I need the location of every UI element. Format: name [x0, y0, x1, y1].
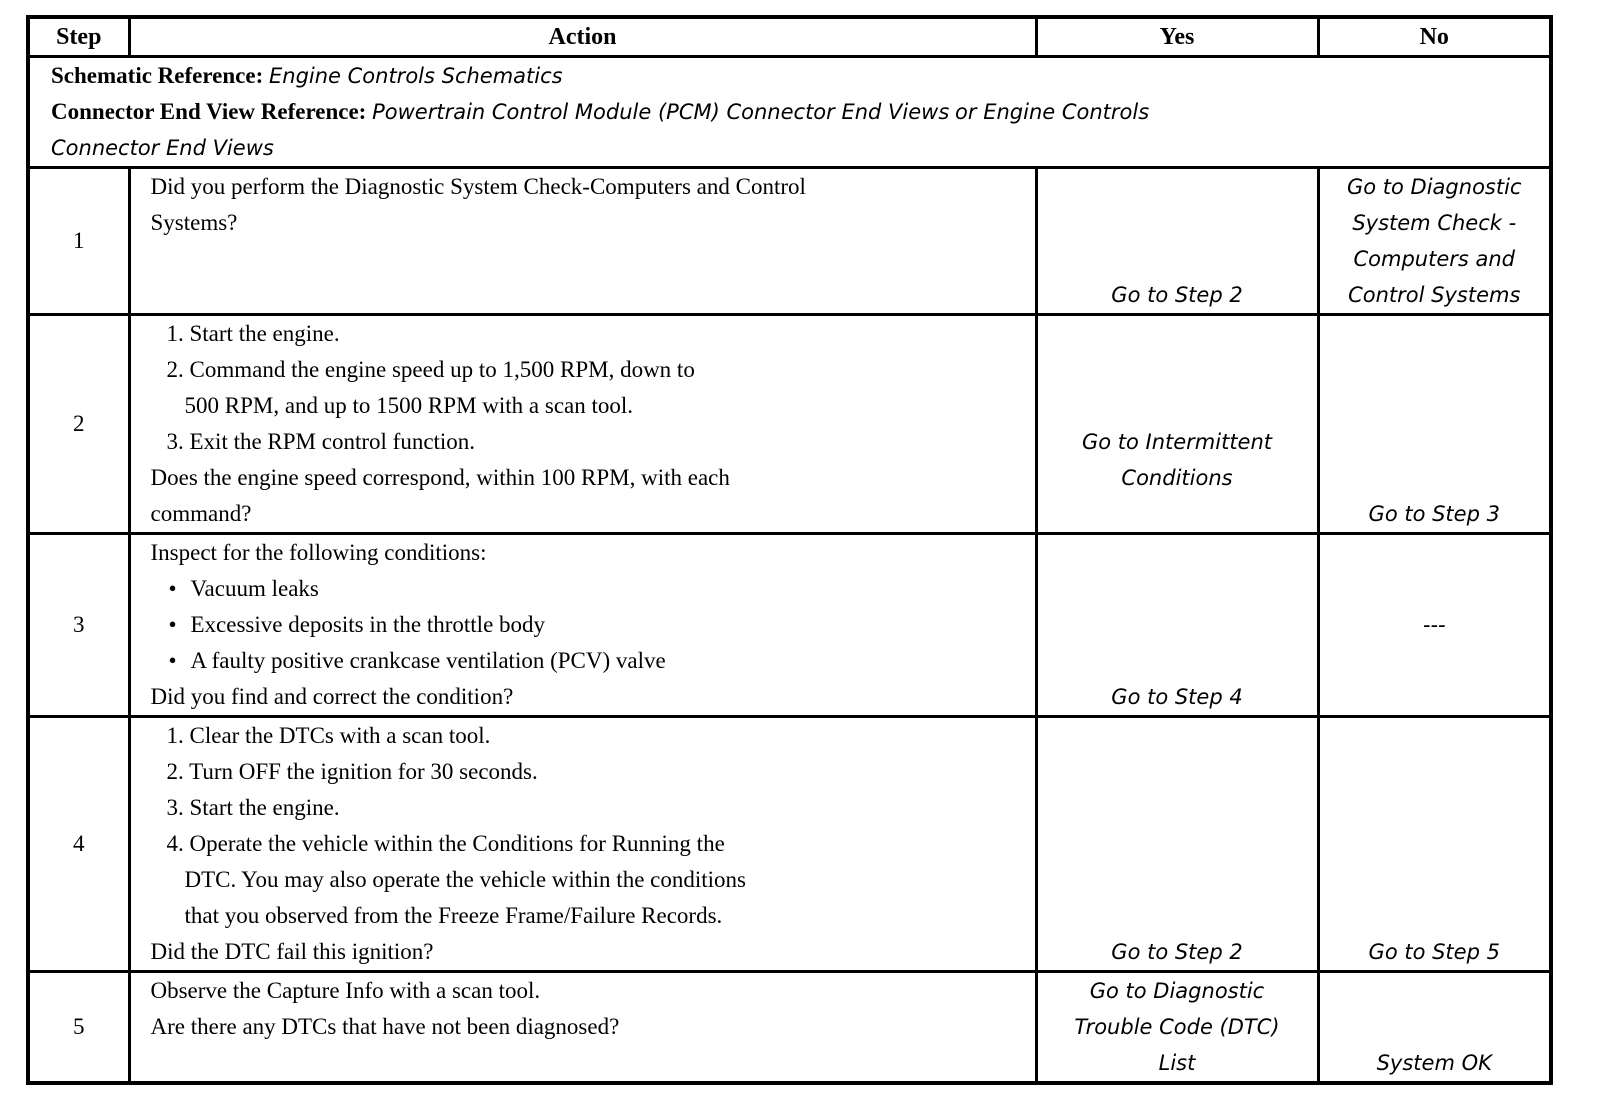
- connector-reference: [51, 94, 1549, 130]
- numbered-item-continuation: DTC. You may also operate the vehicle within the conditions: [184, 867, 746, 892]
- yes-link[interactable]: Go to Intermittent: [1081, 430, 1273, 454]
- bullet-text: Excessive deposits in the throttle body: [190, 612, 546, 637]
- step-yes-result: [1036, 717, 1318, 972]
- step-no-result: [1318, 168, 1551, 315]
- no-result-none: ---: [1422, 613, 1446, 637]
- bullet-text: A faulty positive crankcase ventilation (PCV) valve: [190, 648, 666, 673]
- step-no-result: [1318, 972, 1551, 1084]
- step-row-4: [28, 717, 1551, 972]
- numbered-item: 4. Operate the vehicle within the Conditions for Running the: [166, 831, 725, 856]
- connector-reference-label: Connector End View Reference:: [51, 99, 367, 124]
- numbered-item-continuation: 500 RPM, and up to 1500 RPM with a scan tool.: [184, 393, 634, 418]
- schematic-reference-link[interactable]: Engine Controls Schematics: [268, 64, 563, 88]
- yes-link[interactable]: Go to Step 2: [1111, 283, 1243, 307]
- step-action: [129, 534, 1036, 717]
- yes-link[interactable]: Trouble Code (DTC): [1074, 1015, 1280, 1039]
- numbered-item: 3. Exit the RPM control function.: [166, 429, 476, 454]
- step-action: [129, 717, 1036, 972]
- yes-link[interactable]: List: [1158, 1051, 1196, 1075]
- numbered-item: 3. Start the engine.: [166, 795, 340, 820]
- connector-reference-or: or Engine Controls: [955, 100, 1150, 124]
- no-link[interactable]: Computers and: [1353, 247, 1516, 271]
- step-yes-result: [1036, 315, 1318, 534]
- schematic-reference: [51, 58, 1549, 94]
- step-action: [129, 315, 1036, 534]
- action-line: Are there any DTCs that have not been diagnosed?: [150, 1014, 620, 1039]
- step-yes-result: [1036, 972, 1318, 1084]
- header-yes: Yes: [1036, 17, 1318, 57]
- no-link[interactable]: System OK: [1376, 1051, 1492, 1075]
- numbered-item: 2. Turn OFF the ignition for 30 seconds.: [166, 759, 538, 784]
- step-row-1: [28, 168, 1551, 315]
- step-action: [129, 972, 1036, 1084]
- no-link[interactable]: Control Systems: [1348, 283, 1521, 307]
- bullet-item: [151, 607, 1029, 643]
- step-no-result: [1318, 315, 1551, 534]
- step-number: 5: [28, 972, 129, 1084]
- step-yes-result: [1036, 168, 1318, 315]
- header-action: Action: [129, 17, 1036, 57]
- action-question: command?: [150, 501, 252, 526]
- header-row: [28, 17, 1551, 57]
- numbered-item: 1. Clear the DTCs with a scan tool.: [166, 723, 491, 748]
- numbered-item-continuation: that you observed from the Freeze Frame/Failure Records.: [184, 903, 723, 928]
- step-yes-result: [1036, 534, 1318, 717]
- step-number: 1: [28, 168, 129, 315]
- connector-reference-link-pcm[interactable]: Powertrain Control Module (PCM) Connector End Views: [372, 100, 950, 124]
- step-row-3: [28, 534, 1551, 717]
- step-number: 3: [28, 534, 129, 717]
- step-number: 4: [28, 717, 129, 972]
- reference-cell: [28, 57, 1551, 168]
- yes-link[interactable]: Conditions: [1121, 466, 1233, 490]
- step-row-5: [28, 972, 1551, 1084]
- yes-link[interactable]: Go to Step 4: [1111, 685, 1243, 709]
- bullet-item: [151, 643, 1029, 679]
- numbered-item: 2. Command the engine speed up to 1,500 RPM, down to: [166, 357, 695, 382]
- action-question: Did you find and correct the condition?: [150, 684, 514, 709]
- no-link[interactable]: System Check -: [1352, 211, 1517, 235]
- step-action: [129, 168, 1036, 315]
- numbered-item: 1. Start the engine.: [166, 321, 340, 346]
- no-link[interactable]: Go to Step 5: [1368, 940, 1500, 964]
- diagnostic-table: [26, 15, 1553, 1085]
- header-no: No: [1318, 17, 1551, 57]
- bullet-icon: •: [168, 576, 177, 601]
- step-number: 2: [28, 315, 129, 534]
- bullet-item: [151, 571, 1029, 607]
- no-link[interactable]: Go to Step 3: [1368, 502, 1500, 526]
- connector-reference-link-engine[interactable]: Connector End Views: [51, 136, 274, 160]
- bullet-icon: •: [168, 612, 177, 637]
- action-line: Observe the Capture Info with a scan tool.: [150, 978, 541, 1003]
- action-line: Systems?: [150, 210, 238, 235]
- no-link[interactable]: Go to Diagnostic: [1347, 175, 1522, 199]
- yes-link[interactable]: Go to Step 2: [1111, 940, 1243, 964]
- schematic-reference-label: Schematic Reference:: [51, 63, 264, 88]
- step-row-2: [28, 315, 1551, 534]
- step-no-result: [1318, 717, 1551, 972]
- action-question: Did the DTC fail this ignition?: [150, 939, 434, 964]
- header-step: Step: [28, 17, 129, 57]
- reference-row: [28, 57, 1551, 168]
- yes-link[interactable]: Go to Diagnostic: [1089, 979, 1265, 1003]
- step-no-result: [1318, 534, 1551, 717]
- action-question: Does the engine speed correspond, within 100 RPM, with each: [150, 465, 730, 490]
- bullet-icon: •: [168, 648, 177, 673]
- action-intro: Inspect for the following conditions:: [150, 540, 487, 565]
- action-line: Did you perform the Diagnostic System Check-Computers and Control: [150, 174, 806, 199]
- bullet-text: Vacuum leaks: [190, 576, 319, 601]
